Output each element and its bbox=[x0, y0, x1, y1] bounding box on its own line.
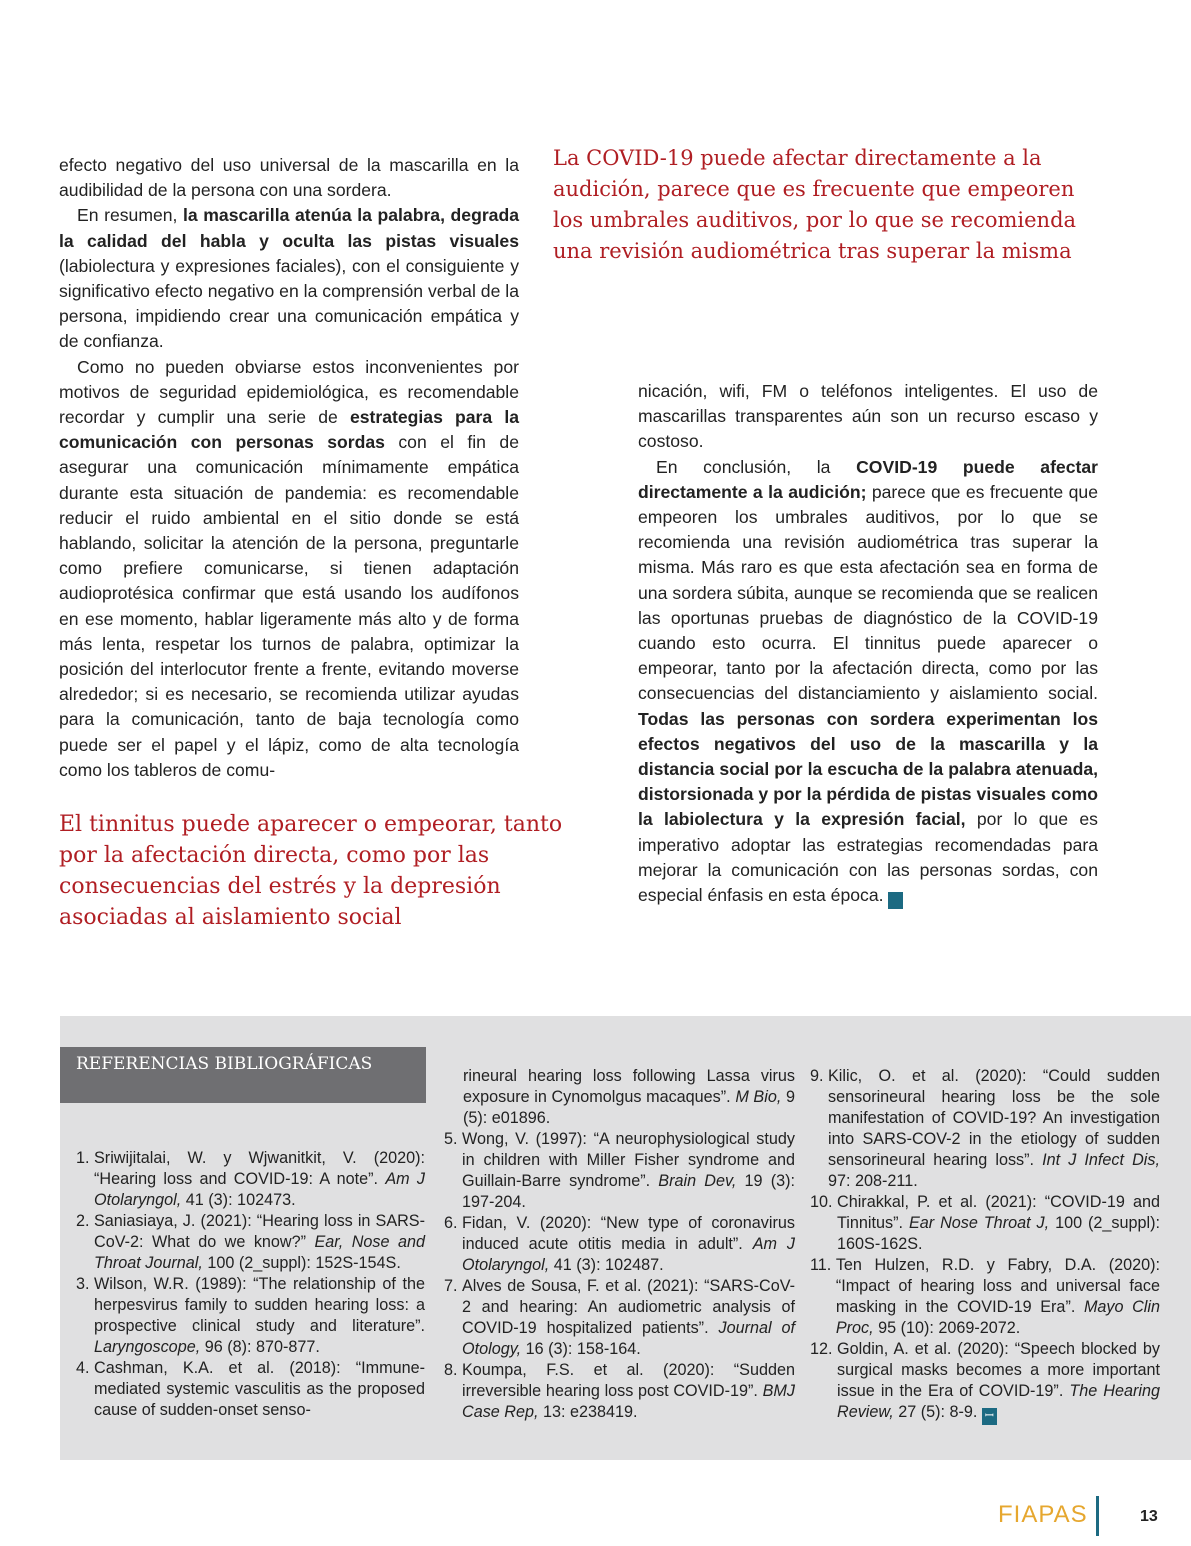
reference-item: 12. Goldin, A. et al. (2020): “Speech blocked by surgical masks becomes a more important issue in the Era of COVID-19”. The Hearing Review, 27 (5): 8-9. ꟷ bbox=[810, 1339, 1160, 1425]
references-column-2 bbox=[444, 1066, 795, 1423]
paragraph: Como no pueden obviarse estos inconvenientes por motivos de seguridad epidemiológica, es recomendable recordar y cumplir una serie de estrategias para la comunicación con personas sordas con el fin de asegurar una comunicación mínimamente empática durante esta situación de pandemia: es recomendable reducir el ruido ambiental en el sitio donde se está hablando, solicitar la atención de la persona, preguntarle como prefiere comunicarse, si tienen adaptación audioprotésica confirmar que está usando los audífonos en ese momento, hablar ligeramente más alto y de forma más lenta, respetar los turnos de palabra, optimizar la posición del interlocutor frente a frente, evitando moverse alrededor; si es necesario, se recomienda utilizar ayudas para la comunicación, tanto de baja tecnología como puede ser el papel y el lápiz, como de alta tecnología como los tableros de comu- bbox=[59, 356, 519, 780]
paragraph: nicación, wifi, FM o teléfonos inteligentes. El uso de mascarillas transparentes aún son un recurso escaso y costoso. bbox=[638, 381, 1098, 452]
references-heading: REFERENCIAS BIBLIOGRÁFICAS bbox=[60, 1047, 426, 1103]
reference-item: 2. Saniasiaya, J. (2021): “Hearing loss in SARS-CoV-2: What do we know?” Ear, Nose and Throat Journal, 100 (2_suppl): 152S-154S. bbox=[76, 1212, 425, 1272]
reference-item: 9. Kilic, O. et al. (2020): “Could sudden sensorineural hearing loss be the sole manifestation of COVID-19? An investigation into SARS-COV-2 in the etiology of sudden sensorineural hearing loss”. Int J Infect Dis, 97: 208-211. bbox=[810, 1067, 1160, 1190]
references-column-3 bbox=[810, 1066, 1160, 1425]
end-mark-icon: ꟷ bbox=[888, 892, 903, 909]
reference-item: 11. Ten Hulzen, R.D. y Fabry, D.A. (2020): “Impact of hearing loss and universal face masking in the COVID-19 Era”. Mayo Clin Proc, 95 (10): 2069-2072. bbox=[810, 1256, 1161, 1337]
reference-item: 3. Wilson, W.R. (1989): “The relationship of the herpesvirus family to sudden hearing loss: a prospective clinical study and literature”. Laryngoscope, 96 (8): 870-877. bbox=[76, 1275, 425, 1356]
reference-item: 7. Alves de Sousa, F. et al. (2021): “SARS-CoV-2 and hearing: An audiometric analysis of COVID-19 hospitalized patients”. Journal of Otology, 16 (3): 158-164. bbox=[444, 1277, 795, 1358]
reference-item: 5. Wong, V. (1997): “A neurophysiological study in children with Miller Fisher syndrome and Guillain-Barre syndrome”. Brain Dev, 19 (3): 197-204. bbox=[444, 1130, 795, 1211]
reference-item: 10. Chirakkal, P. et al. (2021): “COVID-19 and Tinnitus”. Ear Nose Throat J, 100 (2_suppl): 160S-162S. bbox=[810, 1193, 1160, 1253]
reference-item: 6. Fidan, V. (2020): “New type of coronavirus induced acute otitis media in adult”. Am J Otolaryngol, 41 (3): 102487. bbox=[444, 1214, 796, 1274]
end-mark-icon: ꟷ bbox=[982, 1408, 997, 1425]
reference-item: 4. Cashman, K.A. et al. (2018): “Immune-mediated systemic vasculitis as the proposed cause of sudden-onset senso- bbox=[76, 1359, 425, 1419]
page-number: 13 bbox=[1140, 1508, 1158, 1525]
references-column-1 bbox=[76, 1148, 425, 1421]
paragraph: efecto negativo del uso universal de la mascarilla en la audibilidad de la persona con una sordera. bbox=[59, 155, 519, 201]
pull-quote-bottom: El tinnitus puede aparecer o empeorar, tanto por la afectación directa, como por las consecuencias del estrés y la depresión asociadas al aislamiento social bbox=[59, 812, 563, 930]
reference-item: 1. Sriwijitalai, W. y Wjwanitkit, V. (2020): “Hearing loss and COVID-19: A note”. Am J Otolaryngol, 41 (3): 102473. bbox=[76, 1149, 425, 1209]
body-column-right bbox=[638, 379, 1098, 909]
footer-brand: FIAPAS bbox=[998, 1501, 1088, 1528]
reference-item: 8. Koumpa, F.S. et al. (2020): “Sudden irreversible hearing loss post COVID-19”. BMJ Case Rep, 13: e238419. bbox=[444, 1361, 795, 1421]
footer-divider bbox=[1096, 1496, 1099, 1536]
reference-item-continued: rineural hearing loss following Lassa virus exposure in Cynomolgus macaques”. M Bio, 9 (5): e01896. bbox=[463, 1067, 795, 1127]
pull-quote-top: La COVID-19 puede afectar directamente a la audición, parece que es frecuente que empeoren los umbrales auditivos, por lo que se recomienda una revisión audiométrica tras superar la misma bbox=[553, 146, 1077, 263]
paragraph: En conclusión, la COVID-19 puede afectar directamente a la audición; parece que es frecuente que empeoren los umbrales auditivos, por lo que se recomienda una revisión audiométrica tras superar la misma. Más raro es que esta afectación sea en forma de una sordera súbita, aunque se recomienda que se realicen las oportunas pruebas de diagnóstico de la COVID-19 cuando esto ocurra. El tinnitus puede aparecer o empeorar, tanto por la afectación directa, como por las consecuencias del distanciamiento y aislamiento social. Todas las personas con sordera experimentan los efectos negativos del uso de la mascarilla y la distancia social por la escucha de la palabra atenuada, distorsionada y por la pérdida de pistas visuales como la labiolectura y la expresión facial, por lo que es imperativo adoptar las estrategias recomendadas para mejorar la comunicación con las personas sordas, con especial énfasis en esta época. ꟷ bbox=[638, 455, 1098, 909]
body-column-left bbox=[59, 153, 519, 783]
paragraph: En resumen, la mascarilla atenúa la palabra, degrada la calidad del habla y oculta las pistas visuales (labiolectura y expresiones faciales), con el consiguiente y significativo efecto negativo en la comprensión verbal de la persona, impidiendo crear una comunicación empática y de confianza. bbox=[59, 205, 519, 352]
